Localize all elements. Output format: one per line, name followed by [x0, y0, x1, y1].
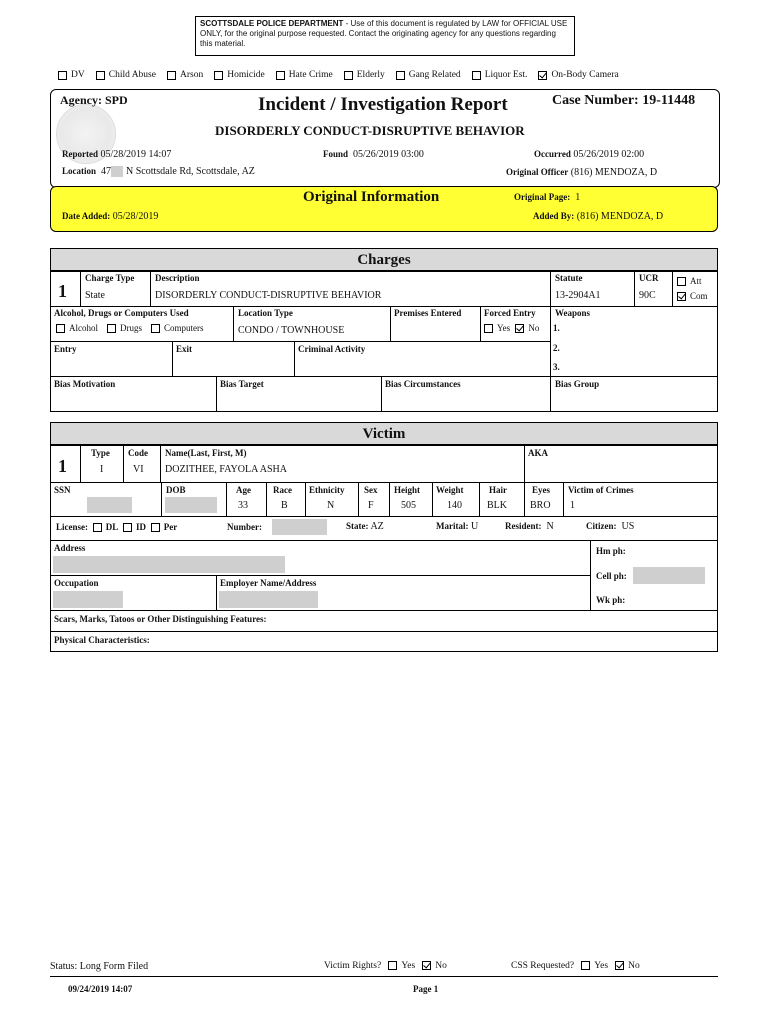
- flag-checkbox[interactable]: [472, 71, 481, 80]
- bias-target-label: Bias Target: [220, 379, 264, 389]
- occupation-redacted: [53, 591, 123, 608]
- description-value: DISORDERLY CONDUCT-DISRUPTIVE BEHAVIOR: [155, 290, 382, 301]
- found: [323, 149, 424, 160]
- employer-redacted: [219, 591, 318, 608]
- redacted-block: [111, 166, 123, 177]
- exit-label: Exit: [176, 344, 193, 354]
- status-value: Long Form Filed: [79, 961, 149, 972]
- aka-label: AKA: [528, 448, 548, 458]
- dob-label: DOB: [166, 485, 186, 495]
- victim-type-value: I: [100, 464, 104, 475]
- victim-rights-yes-label: Yes: [401, 961, 416, 971]
- flag-option[interactable]: [58, 70, 85, 80]
- case-number-label: Case Number:: [552, 93, 639, 108]
- victim-section-header: Victim: [50, 422, 718, 445]
- victim-rights-no-label: No: [435, 961, 447, 971]
- work-phone-label: Wk ph:: [596, 595, 626, 605]
- victim-rights: [324, 961, 447, 971]
- flag-option[interactable]: [396, 70, 461, 80]
- location-value: N Scottsdale Rd, Scottsdale, AZ: [126, 166, 255, 177]
- css-yes-checkbox[interactable]: [581, 961, 590, 970]
- license-per-label: Per: [163, 522, 178, 532]
- occurred-label: Occurred: [534, 149, 571, 159]
- flag-checkbox[interactable]: [344, 71, 353, 80]
- criminal-activity-label: Criminal Activity: [298, 344, 366, 354]
- license-label: License:: [56, 522, 88, 532]
- notice-title: SCOTTSDALE POLICE DEPARTMENT: [200, 19, 344, 28]
- race-value: B: [281, 500, 288, 511]
- flag-checkbox[interactable]: [276, 71, 285, 80]
- victim-name-label: Name(Last, First, M): [165, 448, 247, 458]
- flag-label: Child Abuse: [108, 70, 156, 80]
- flag-option[interactable]: [538, 70, 618, 80]
- flag-option[interactable]: [276, 70, 333, 80]
- license-id-checkbox[interactable]: [123, 523, 132, 532]
- hair-value: BLK: [487, 500, 507, 511]
- ethnicity-value: N: [327, 500, 335, 511]
- occurred: [534, 149, 644, 160]
- location-type-value: CONDO / TOWNHOUSE: [238, 325, 345, 336]
- css-requested: [511, 961, 640, 971]
- forced-entry-label: Forced Entry: [484, 308, 536, 318]
- case-number: [552, 93, 695, 109]
- weapons-label: Weapons: [555, 308, 591, 318]
- agency-label: Agency:: [60, 93, 102, 107]
- address-redacted: [53, 556, 285, 573]
- eyes-value: BRO: [530, 500, 551, 511]
- premises-entered-label: Premises Entered: [394, 308, 462, 318]
- added-by-value: (816) MENDOZA, D: [576, 211, 664, 222]
- hair-label: Hair: [489, 485, 507, 495]
- victim-type-label: Type: [91, 448, 110, 458]
- page-number: Page 1: [413, 984, 439, 994]
- att-checkbox[interactable]: [677, 277, 686, 286]
- victim-code-value: VI: [133, 464, 144, 475]
- location: [62, 166, 255, 177]
- case-number-value: 19-11448: [642, 93, 696, 108]
- original-info-title: Original Information: [303, 189, 440, 205]
- reported: [62, 149, 171, 160]
- date-added-label: Date Added:: [62, 211, 111, 221]
- victim-rights-label: Victim Rights?: [324, 961, 382, 971]
- victim-number: 1: [58, 456, 67, 476]
- victim-rights-no-checkbox[interactable]: [422, 961, 431, 970]
- forced-no-checkbox[interactable]: [515, 324, 524, 333]
- charge-type-value: State: [85, 290, 105, 301]
- original-page: [514, 192, 580, 203]
- added-by-label: Added By:: [533, 211, 575, 221]
- flag-option[interactable]: [167, 70, 203, 80]
- flag-label: Arson: [179, 70, 204, 80]
- license-id-label: ID: [136, 522, 147, 532]
- css-requested-label: CSS Requested?: [511, 961, 575, 971]
- alcohol-options: [56, 323, 204, 333]
- css-no-label: No: [628, 961, 640, 971]
- forced-yes-checkbox[interactable]: [484, 324, 493, 333]
- com-checkbox[interactable]: [677, 292, 686, 301]
- page-title: Incident / Investigation Report: [258, 94, 508, 115]
- flag-checkbox[interactable]: [58, 71, 67, 80]
- flag-option[interactable]: [344, 70, 385, 80]
- location-label: Location: [62, 166, 97, 176]
- cell-phone-label: Cell ph:: [596, 571, 627, 581]
- marital-label: Marital:: [436, 521, 469, 531]
- dob-redacted: [165, 497, 217, 513]
- address-label: Address: [54, 543, 86, 553]
- license-per-checkbox[interactable]: [151, 523, 160, 532]
- alcohol-label: Alcohol: [69, 323, 98, 333]
- victim-code-label: Code: [128, 448, 148, 458]
- citizen-label: Citizen:: [586, 521, 617, 531]
- license-dl-checkbox[interactable]: [93, 523, 102, 532]
- employer-label: Employer Name/Address: [220, 578, 317, 588]
- ucr-label: UCR: [639, 273, 659, 283]
- license-number-label: Number:: [227, 522, 262, 532]
- height-value: 505: [401, 500, 416, 511]
- charge-type-label: Charge Type: [85, 273, 135, 283]
- occupation-label: Occupation: [54, 578, 99, 588]
- state: [346, 521, 384, 532]
- weapon-3: 3.: [553, 362, 560, 372]
- flag-label: DV: [71, 70, 85, 80]
- resident-label: Resident:: [505, 521, 542, 531]
- victim-of-crimes-value: 1: [570, 500, 575, 511]
- bias-motivation-label: Bias Motivation: [54, 379, 116, 389]
- att-label: Att: [690, 276, 702, 286]
- original-page-label: Original Page:: [514, 192, 571, 202]
- physical-characteristics-label: Physical Characteristics:: [54, 635, 150, 645]
- original-page-value: 1: [575, 192, 581, 203]
- entry-label: Entry: [54, 344, 77, 354]
- weight-label: Weight: [436, 485, 464, 495]
- height-label: Height: [394, 485, 420, 495]
- flag-label: On-Body Camera: [551, 70, 619, 80]
- drugs-checkbox[interactable]: [107, 324, 116, 333]
- flag-option[interactable]: [214, 70, 264, 80]
- reported-label: Reported: [62, 149, 98, 159]
- flag-checkbox[interactable]: [538, 71, 547, 80]
- alcohol-checkbox[interactable]: [56, 324, 65, 333]
- flag-label: Hate Crime: [288, 70, 333, 80]
- description-label: Description: [155, 273, 200, 283]
- race-label: Race: [273, 485, 292, 495]
- found-label: Found: [323, 149, 349, 159]
- location-number: 47: [101, 166, 112, 177]
- occurred-value: 05/26/2019 02:00: [573, 149, 645, 160]
- com-label: Com: [690, 291, 708, 301]
- agency-value: SPD: [105, 93, 128, 107]
- victim-name-value: DOZITHEE, FAYOLA ASHA: [165, 464, 287, 475]
- flag-label: Elderly: [356, 70, 385, 80]
- charge-number: 1: [58, 281, 67, 301]
- resident: [505, 521, 554, 532]
- age-label: Age: [236, 485, 251, 495]
- flag-label: Homicide: [227, 70, 265, 80]
- flag-checkbox[interactable]: [396, 71, 405, 80]
- footer-divider: [50, 976, 718, 977]
- flag-checkbox[interactable]: [96, 71, 105, 80]
- flag-label: Gang Related: [408, 70, 461, 80]
- print-timestamp: 09/24/2019 14:07: [68, 984, 133, 994]
- offense-title: DISORDERLY CONDUCT-DISRUPTIVE BEHAVIOR: [215, 123, 525, 138]
- usage-notice: [195, 16, 575, 56]
- eyes-label: Eyes: [532, 485, 550, 495]
- marital-value: U: [470, 521, 479, 532]
- flag-option[interactable]: [472, 70, 528, 80]
- date-added: [62, 211, 158, 222]
- ssn-label: SSN: [54, 485, 71, 495]
- ethnicity-label: Ethnicity: [309, 485, 345, 495]
- forced-yes-label: Yes: [497, 323, 511, 333]
- license-number-redacted: [272, 519, 327, 535]
- drugs-label: Drugs: [120, 323, 142, 333]
- att-option[interactable]: [677, 276, 702, 286]
- statute-value: 13-2904A1: [555, 290, 601, 301]
- css-yes-label: Yes: [594, 961, 609, 971]
- citizen-value: US: [621, 521, 635, 532]
- bias-group-label: Bias Group: [555, 379, 600, 389]
- weapon-2: 2.: [553, 343, 560, 353]
- license-row: [56, 522, 177, 533]
- forced-no-label: No: [528, 323, 540, 333]
- marital: [436, 521, 478, 532]
- state-label: State:: [346, 521, 369, 531]
- computers-label: Computers: [164, 323, 204, 333]
- weight-value: 140: [447, 500, 462, 511]
- flags-row: [58, 70, 728, 80]
- victim-of-crimes-label: Victim of Crimes: [568, 485, 634, 495]
- state-value: AZ: [370, 521, 384, 532]
- agency: [60, 93, 128, 108]
- ucr-value: 90C: [639, 290, 656, 301]
- alcohol-drugs-label: Alcohol, Drugs or Computers Used: [54, 308, 189, 318]
- victim-rights-yes-checkbox[interactable]: [388, 961, 397, 970]
- age-value: 33: [238, 500, 248, 511]
- location-type-label: Location Type: [238, 308, 293, 318]
- statute-label: Statute: [555, 273, 583, 283]
- weapon-1: 1.: [553, 323, 560, 333]
- license-dl-label: DL: [105, 522, 119, 532]
- found-value: 05/26/2019 03:00: [353, 149, 424, 160]
- charges-section-header: Charges: [50, 248, 718, 271]
- ssn-redacted: [87, 497, 132, 513]
- added-by: [533, 211, 663, 222]
- original-officer: [506, 167, 657, 178]
- officer-value: (816) MENDOZA, D: [570, 167, 658, 178]
- flag-label: Liquor Est.: [484, 70, 528, 80]
- status-label: Status:: [50, 961, 78, 972]
- computers-checkbox[interactable]: [151, 324, 160, 333]
- forced-entry-options: [484, 323, 539, 333]
- css-no-checkbox[interactable]: [615, 961, 624, 970]
- home-phone-label: Hm ph:: [596, 546, 626, 556]
- reported-value: 05/28/2019 14:07: [100, 149, 172, 160]
- bias-circumstances-label: Bias Circumstances: [385, 379, 461, 389]
- flag-checkbox[interactable]: [167, 71, 176, 80]
- officer-label: Original Officer: [506, 167, 569, 177]
- sex-label: Sex: [364, 485, 378, 495]
- date-added-value: 05/28/2019: [112, 211, 159, 222]
- flag-option[interactable]: [96, 70, 156, 80]
- flag-checkbox[interactable]: [214, 71, 223, 80]
- scars-marks-label: Scars, Marks, Tatoos or Other Distinguishing Features:: [54, 614, 267, 624]
- citizen: [586, 521, 634, 532]
- notice-text: - Use of this document is regulated by LAW for OFFICIAL USE ONLY, for the original purpose requested. Contact the originating agency for any questions regarding this material.: [200, 19, 568, 48]
- status: [50, 961, 148, 972]
- cell-phone-redacted: [633, 567, 705, 584]
- sex-value: F: [368, 500, 374, 511]
- resident-value: N: [546, 521, 554, 532]
- com-option[interactable]: [677, 291, 708, 301]
